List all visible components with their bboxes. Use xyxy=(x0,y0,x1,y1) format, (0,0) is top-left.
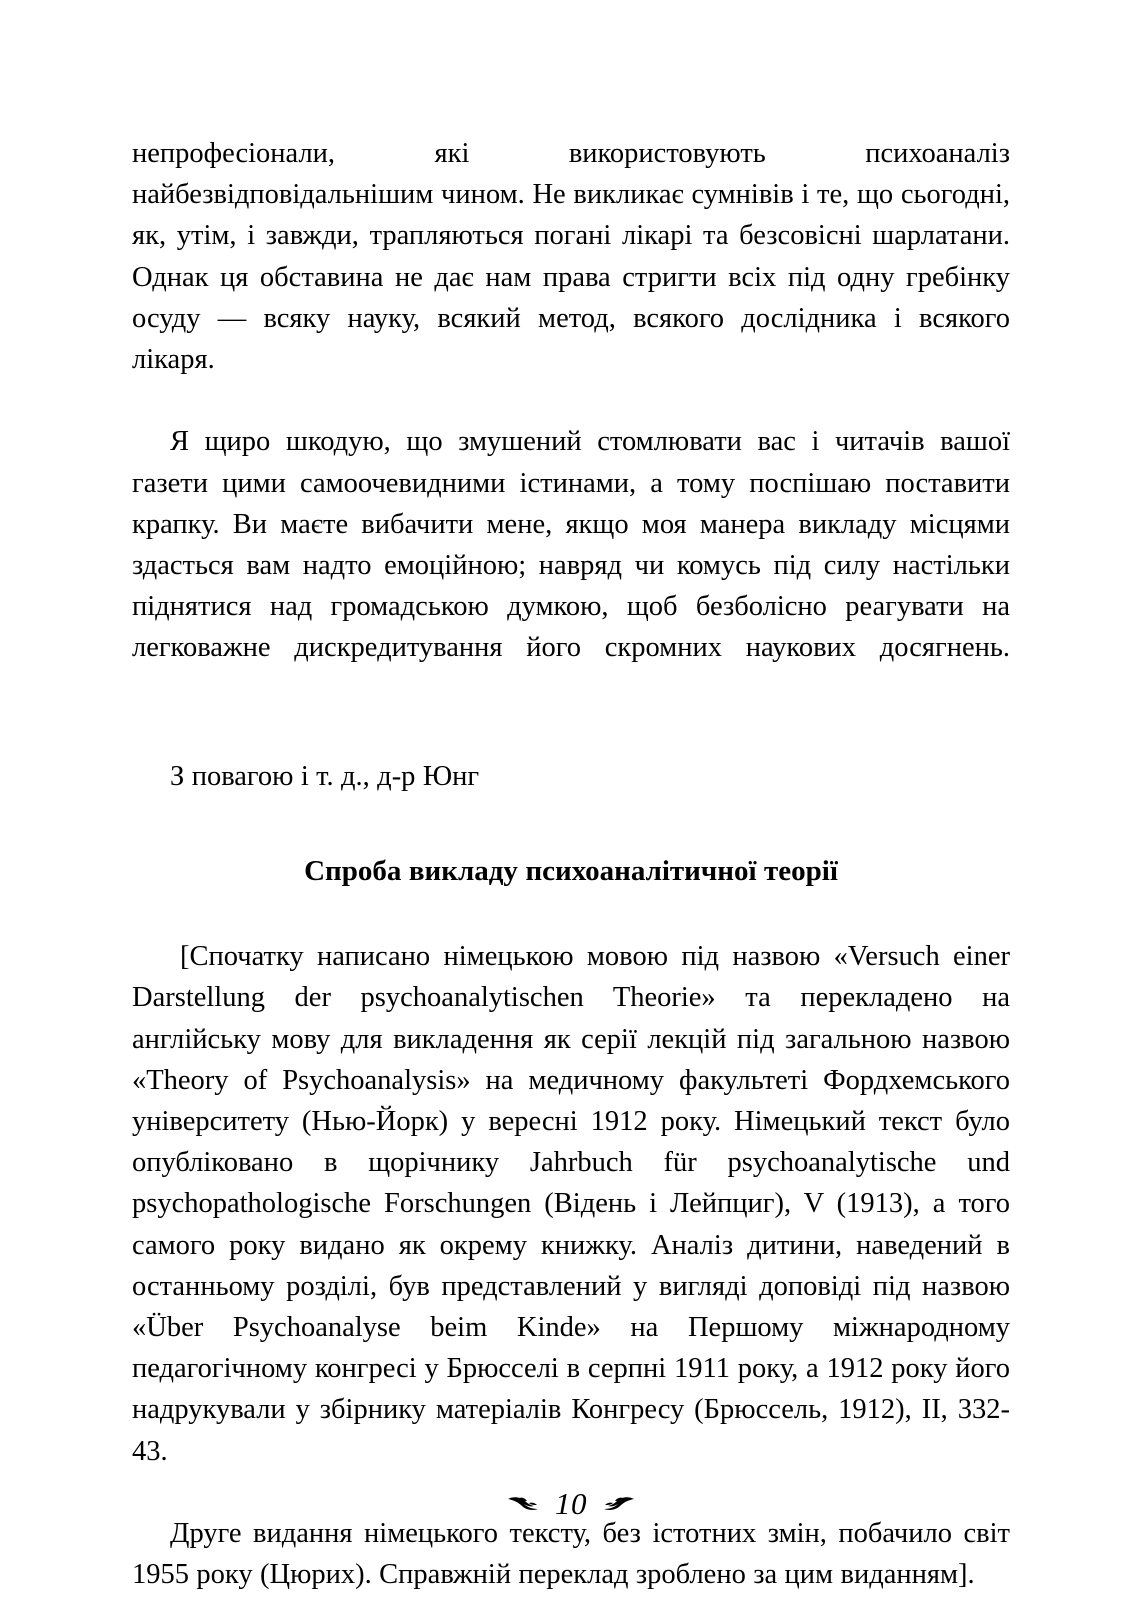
letter-signature: З повагою і т. д., д-р Юнг xyxy=(170,760,480,792)
editorial-note-origin: [Спочатку написано німецькою мовою під назвою «Versuch einer Darstellung der psychoanalytischen Theorie» та перекладено на англійську мову для викладення як серії лекцій під загальною назвою «Theory of Psychoanalysis» на медичному факультеті Фордхемського університету (Нью-Йорк) у вересні 1912 року. Німецький текст було опубліковано в щорічнику Jahrbuch für psychoanalytische und psychopathologische Forschungen (Відень і Лейпциг), V (1913), а того самого року видано як окрему книжку. Аналіз дитини, наведений в останньому розділі, був представлений у вигляді доповіді під назвою «Über Psychoanalyse beim Kinde» на Першому міжнародному педагогічному конгресі у Брюсселі в серпні 1911 року, а 1912 року його надрукували у збірнику матеріалів Конгресу (Брюссель, 1912), II, 332-43. xyxy=(132,941,1010,1467)
paragraph-apology: Я щиро шкодую, що змушений стомлювати вас і читачів вашої газети цими самоочевидними істинами, а тому поспішаю поставити крапку. Ви маєте вибачити мене, якщо моя манера викладу місцями здасться вам надто емоційною; навряд чи комусь під силу настільки піднятися над громадською думкою, щоб безболісно реагувати на легковажне дискредитування його скромних наукових досягнень. xyxy=(132,426,1010,664)
section-heading: Спроба викладу психоаналітичної теорії xyxy=(304,855,838,888)
editorial-note-second-edition: Друге видання німецького тексту, без істотних змін, побачило світ 1955 року (Цюрих). Справжній переклад зроблено за цим виданням]. xyxy=(132,1518,1010,1591)
paragraph-continued: непрофесіонали, які використовують психоаналіз найбезвідповідальнішим чином. Не викликає сумнівів і те, що сьогодні, як, утім, і завжди, трапляються погані лікарі та безсовісні шарлатани. Однак ця обставина не дає нам права стригти всіх під одну гребінку осуду — всяку науку, всякий метод, всякого дослідника і всякого лікаря. xyxy=(132,138,1010,376)
page-number: 10 xyxy=(555,1486,587,1521)
page-footer xyxy=(0,1488,1142,1519)
leaf-flourish-left-icon xyxy=(507,1494,541,1514)
heading-spacer xyxy=(132,892,1010,936)
page-text-block xyxy=(132,133,1010,1596)
leaf-flourish-right-icon xyxy=(601,1494,635,1514)
